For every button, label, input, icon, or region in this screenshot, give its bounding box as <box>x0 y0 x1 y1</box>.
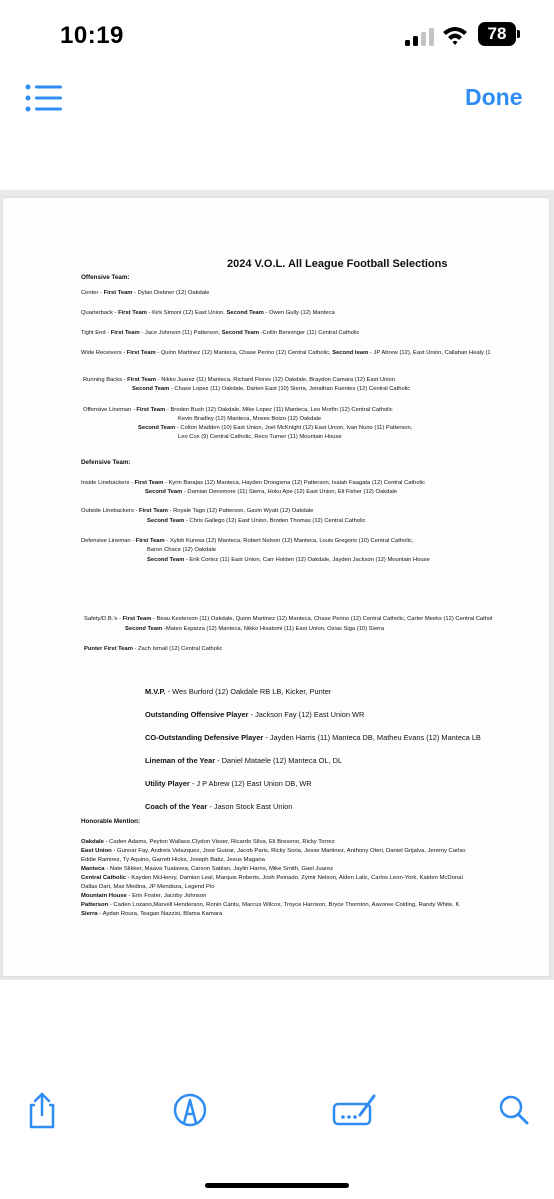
safety-db-second: Second Team -Mateo Esparza (12) Manteca, Nikko Hisatomi (11) East Union, Ozias Siga (10) Sierra <box>125 626 385 632</box>
share-icon[interactable] <box>22 1090 62 1130</box>
offensive-team-heading: Offensive Team: <box>81 274 130 281</box>
award-coach: Coach of the Year - Jason Stock East Union <box>145 802 293 811</box>
search-icon[interactable] <box>494 1090 534 1130</box>
document-page <box>3 198 549 976</box>
honorable-mention-heading: Honorable Mention: <box>81 818 141 825</box>
honorable-east-union: East Union - Gunnar Fay, Andreis Velazquez, Jose Guizar, Jacob Paris, Ricky Soria, Jesse Martinez, Anthony Oteri, Daniel Grijalva, Jeremy Carlso <box>81 848 466 854</box>
award-offensive-player: Outstanding Offensive Player - Jackson Fay (12) East Union WR <box>145 710 365 719</box>
battery-cap <box>517 30 520 38</box>
safety-db-first: Safety/D.B.'s - First Team - Beau Kesterson (11) Oakdale, Quinn Martinez (12) Manteca, Chase Perino (12) Central Catholic, Carter Meeks (12) Central Cathol <box>84 616 493 622</box>
honorable-central-catholic: Central Catholic - Kayden McHenry, Damian Leal, Marquis Roberts, Josh Peinado, Zymir Nelson, Aiden Lalic, Carlos Leon-York, Kaiden McDonal <box>81 875 463 881</box>
battery-indicator: 78 <box>478 22 516 46</box>
outside-linebackers-second: Second Team - Chris Gallego (12) East Union, Broden Thomas (12) Central Catholic <box>147 518 366 524</box>
running-backs-second: Second Team - Chase Lopez (11) Oakdale, Darien East (10) Sierra, Jonathan Fuentes (12) Central Catholic <box>132 386 411 392</box>
status-bar <box>0 0 554 66</box>
tight-end-selection: Tight End - First Team - Jace Johnson (11) Patterson, Second Team -Collin Benninger (11) Central Catholic <box>81 330 360 336</box>
bottom-toolbar <box>0 1090 554 1150</box>
award-lineman: Lineman of the Year - Daniel Mataele (12) Manteca OL, DL <box>145 756 343 765</box>
top-nav-bar <box>0 66 554 126</box>
offensive-line-first-cont: Kevin Bradley (12) Manteca, Moses Boizo (12) Oakdale <box>178 416 322 422</box>
honorable-oakdale: Oakdale - Caden Adams, Peyton Wallace,Clydon Visser, Ricardo Silva, Eli Breseno, Ricky Torrez <box>81 839 335 845</box>
honorable-central-catholic-cont: Dallas Dart, Max Medina, JP Mendoza, Legend Pio <box>81 884 215 890</box>
done-button[interactable]: Done <box>465 84 523 110</box>
award-utility-player: Utility Player - J P Abrew (12) East Union DB, WR <box>145 779 312 788</box>
honorable-patterson: Patterson - Caden Lozano,Marvell Henderson, Ronin Cantu, Marcus Wilcox, Troyce Harrison, Bryce Thornton, Aavoree Colding, Randy White, K <box>81 902 460 908</box>
outside-linebackers-first: Outside Linebackers - First Team - Royale Tago (12) Patterson, Gavin Wyatt (12) Oakdale <box>81 508 314 514</box>
award-defensive-player: CO-Outstanding Defensive Player - Jayden Harris (11) Manteca DB, Matheu Evans (12) Manteca LB <box>145 733 481 742</box>
defensive-line-first: Defensive Lineman - First Team - Xyloh Kuresa (12) Manteca, Robert Nelson (12) Manteca, Louis Gregoris (10) Central Catholic, <box>81 538 414 544</box>
inside-linebackers-second: Second Team - Damian Densmore (11) Sierra, Hoku Ape (12) East Union, Eli Fisher (12) Oakdale <box>145 489 398 495</box>
running-backs-first: Running Backs - First Team - Nikko Juarez (11) Manteca, Richard Flores (12) Oakdale, Braydon Camara (12) East Union <box>83 377 396 383</box>
cellular-signal-icon <box>405 28 435 46</box>
offensive-line-second-cont: Leo Cox (9) Central Catholic, Reco Turner (11) Mountain House <box>178 434 342 440</box>
punter-selection: Punter First Team - Zach Ismail (12) Central Catholic <box>84 646 223 652</box>
offensive-line-first: Offensive Lineman - First Team - Broden Bush (12) Oakdale, Mike Lopez (11) Manteca, Leo Morfin (12) Central Catholic <box>83 407 393 413</box>
list-menu-icon[interactable] <box>25 84 63 112</box>
clock: 10:19 <box>60 22 124 49</box>
defensive-team-heading: Defensive Team: <box>81 459 131 466</box>
honorable-manteca: Manteca - Nate Slikker, Maava Tualavea, Carson Sablan, Jaylin Harris, Mike Smith, Gael Juarez <box>81 866 334 872</box>
honorable-mountain-house: Mountain House - Erin Foster, Jacoby Johnson <box>81 893 207 899</box>
signature-icon[interactable] <box>332 1090 378 1130</box>
defensive-line-second: Second Team - Erik Cortez (11) East Union, Carr Holden (12) Oakdale, Jayden Jackson (12) Mountain House <box>147 557 430 563</box>
inside-linebackers-first: Inside Linebackers - First Team - Kyrin Barajas (12) Manteca, Hayden Droogsma (12) Patterson, Isaiah Faagata (12) Central Catholic <box>81 480 426 486</box>
home-indicator[interactable] <box>205 1183 349 1188</box>
offensive-line-second: Second Team - Colton Madden (10) East Union, Joel McKnight (12) East Union, Ivan Nuno (11) Patterson, <box>138 425 413 431</box>
honorable-east-union-cont: Eddie Ramirez, Ty Aquino, Garrett Hicks, Joseph Batiz, Jesus Magana <box>81 857 265 863</box>
defensive-line-first-cont: Baron Chace (12) Oakdale <box>147 547 216 553</box>
wifi-icon <box>442 24 468 46</box>
document-title: 2024 V.O.L. All League Football Selections <box>227 258 448 270</box>
wide-receivers-selection: Wide Receivers - First Team - Quinn Martinez (12) Manteca, Chase Perino (12) Central Catholic, Second team - JP Abrew (12), East Union, Callahan Healy (1 <box>81 350 491 356</box>
quarterback-selection: Quarterback - First Team - Kirk Simoni (12) East Union. Second Team - Owen Gully (12) Manteca <box>81 310 335 316</box>
award-mvp: M.V.P. - Wes Burford (12) Oakdale RB LB, Kicker, Punter <box>145 687 332 696</box>
document-content <box>3 198 549 976</box>
center-selection: Center - First Team - Dylan Diebner (12) Oakdale <box>81 290 210 296</box>
honorable-sierra: Sierra - Aydan Roura, Teagan Nazzisi, Blama Kamara <box>81 911 223 917</box>
scanned-document-area <box>0 190 554 980</box>
markup-icon[interactable] <box>170 1090 210 1130</box>
